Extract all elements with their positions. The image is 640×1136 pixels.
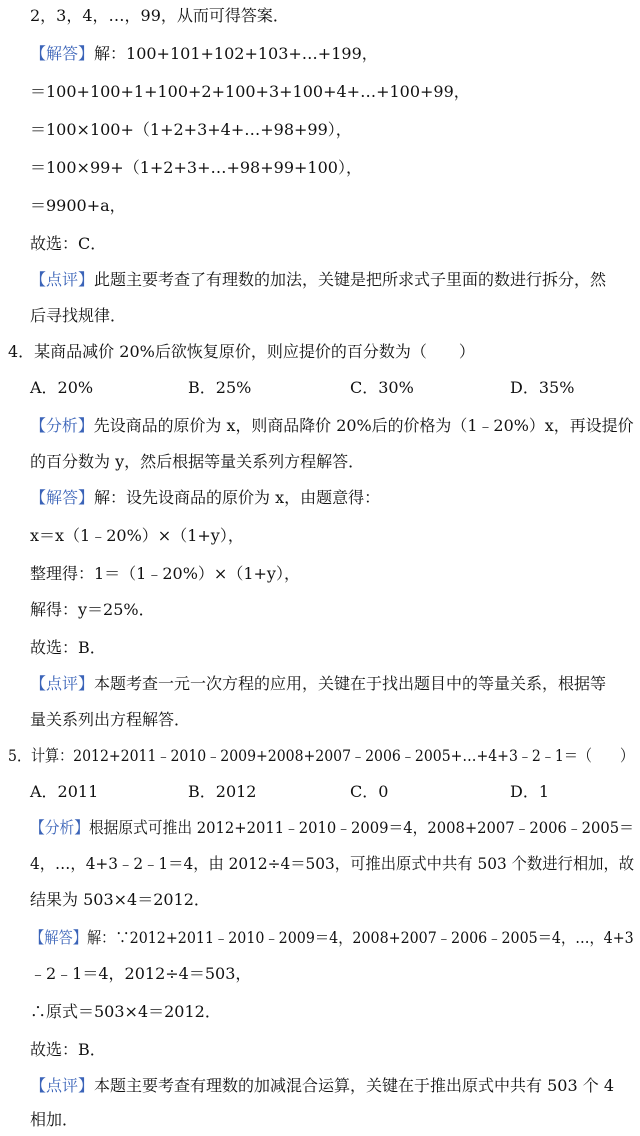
q4-review-line-1: 【点评】本题考查一元一次方程的应用，关键在于找出题目中的等量关系，根据等	[30, 674, 607, 693]
q5-solution-line-3: ∴原式＝503×4＝2012．	[30, 1002, 221, 1021]
q3-solution-line-5: ＝9900+a，	[30, 196, 126, 215]
q3-review-line-1: 【点评】此题主要考查了有理数的加法，关键是把所求式子里面的数进行拆分，然	[30, 270, 607, 289]
q4-stem: 4．某商品减价 20%后欲恢复原价，则应提价的百分数为（ ）	[8, 342, 475, 361]
q5-review-line-2: 相加．	[30, 1110, 79, 1129]
q4-option-c: C．30%	[350, 378, 414, 397]
q5-analysis-line-2: 4，…，4+3﹣2﹣1＝4，由 2012÷4＝503，可推出原式中共有 503 个数进行相加，故	[30, 854, 635, 873]
q5-option-c: C．0	[350, 782, 389, 801]
q5-analysis-line-3: 结果为 503×4＝2012．	[30, 890, 210, 909]
q4-option-d: D．35%	[510, 378, 575, 397]
q4-review-tag: 【点评】	[30, 674, 95, 693]
q3-review-tag: 【点评】	[30, 270, 95, 289]
q4-solution-line-4: 解得：y＝25%．	[30, 600, 155, 619]
q4-option-b: B．25%	[188, 378, 252, 397]
q4-answer-choice: 故选：B．	[30, 638, 106, 657]
q3-solution-line-2: ＝100+100+1+100+2+100+3+100+4+…+100+99，	[30, 82, 470, 101]
q4-solution-line-3: 整理得：1＝（1﹣20%）×（1+y），	[30, 564, 300, 583]
q5-option-b: B．2012	[188, 782, 257, 801]
q3-solution-line-3: ＝100×100+（1+2+3+4+…+98+99），	[30, 120, 352, 139]
q4-solution-line-2: x＝x（1﹣20%）×（1+y），	[30, 526, 244, 545]
q3-solution-line-4: ＝100×99+（1+2+3+…+98+99+100），	[30, 158, 362, 177]
q3-solution-tag: 【解答】	[30, 44, 95, 63]
q4-analysis-tag: 【分析】	[30, 416, 94, 435]
q4-solution-line-1: 【解答】解：设先设商品的原价为 x，由题意得：	[30, 488, 381, 507]
q5-solution-line-1: 【解答】解：∵2012+2011﹣2010﹣2009＝4，2008+2007﹣2006﹣2005＝4，…，4+3	[30, 928, 634, 947]
q4-solution-tag: 【解答】	[30, 488, 95, 507]
q5-option-a: A．2011	[30, 782, 99, 801]
q4-option-a: A．20%	[30, 378, 94, 397]
q4-analysis-line-2: 的百分数为 y，然后根据等量关系列方程解答．	[30, 452, 365, 471]
q5-review-tag: 【点评】	[30, 1076, 95, 1095]
q5-solution-tag: 【解答】	[30, 928, 87, 947]
q5-stem: 5．计算：2012+2011﹣2010﹣2009+2008+2007﹣2006﹣2005+…+4+3﹣2﹣1＝（ ）	[8, 746, 635, 765]
q4-review-line-2: 量关系列出方程解答．	[30, 710, 191, 729]
q3-review-line-2: 后寻找规律．	[30, 306, 127, 325]
q5-review-line-1: 【点评】本题主要考查有理数的加减混合运算，关键在于推出原式中共有 503 个 4	[30, 1076, 614, 1095]
q5-answer-choice: 故选：B．	[30, 1040, 106, 1059]
q3-continuation: 2，3，4，…，99，从而可得答案．	[30, 6, 289, 25]
q3-solution-line-1: 【解答】解：100+101+102+103+…+199，	[30, 44, 378, 63]
q3-answer-choice: 故选：C．	[30, 234, 107, 253]
q5-analysis-line-1: 【分析】根据原式可推出 2012+2011﹣2010﹣2009＝4，2008+2007﹣2006﹣2005＝	[30, 818, 634, 837]
q4-analysis-line-1: 【分析】先设商品的原价为 x，则商品降价 20%后的价格为（1﹣20%）x，再设提价	[30, 416, 634, 435]
q5-analysis-tag: 【分析】	[30, 818, 89, 837]
q5-solution-line-2: ﹣2﹣1＝4，2012÷4＝503，	[30, 964, 252, 983]
q5-option-d: D．1	[510, 782, 550, 801]
